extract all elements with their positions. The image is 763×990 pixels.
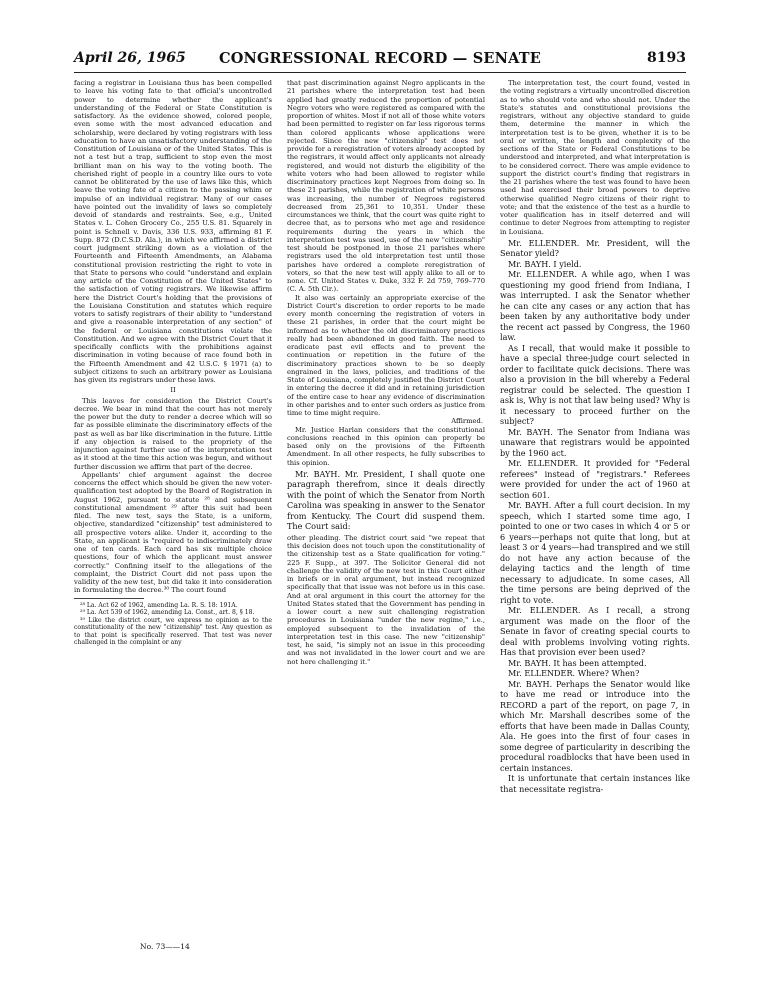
speech-paragraph: As I recall, that would make it possible to have a special three-judge court selected in order to facilitate quick decisions. There was also a provision in the bill whereby a Federal registrar could be selected. The question I ask is, Why is not that law being used? Why is it necessary to proceed further on the subject?: [500, 342, 690, 427]
court-opinion-paragraph: This leaves for consideration the District Court's decree. We bear in mind that the court has not merely the power but the duty to render a decree which will so far as possible eliminate the discriminatory effects of the past as well as bar like discrimination in the future. Little if any objection is raised to the propriety of the injunction against further use of the interpretation test as it stood at the time this action was begun, and without further discussion we affirm that part of the decree.: [74, 396, 272, 471]
speech-paragraph: Mr. BAYH. The Senator from Indiana was unaware that registrars would be appointed by the 1960 act.: [500, 426, 690, 458]
speech-paragraph: Mr. BAYH. After a full court decision. In my speech, which I started some time ago, I pointed to one or two cases in which 4 or 5 or 6 years—perhaps not quite that long, but at least 3 or 4 years—had transpired and we still do not have any action because of the delaying tactics and the length of time necessary to adjudicate. In some cases, All the time persons are being deprived of the right to vote.: [500, 500, 690, 605]
page-header: [74, 50, 686, 72]
footnote: ²⁸ La. Act 62 of 1962, amending La. R. S. 18: 191A.: [80, 601, 238, 609]
header-title: CONGRESSIONAL RECORD — SENATE: [218, 50, 542, 67]
footnote: ²⁹ La. Act 539 of 1962, amending La. Const., art. 8, § 18.: [80, 609, 255, 617]
court-opinion-paragraph: The interpretation test, the court found, vested in the voting registrars a virtually uncontrolled discretion as to who should vote and who should not. Under the State's statutes and constitutional provisions the registrars, without any objective standard to guide them, determine the manner in which the interpretation test is to be given, whether it is to be oral or written, the length and complexity of the sections of the State or Federal Constitutions to be understood and interpreted, and what interpretation is to be considered correct. There was ample evidence to support the district court's finding that registrars in the 21 parishes where the test was found to have been used had exercised their broad powers to deprive otherwise qualified Negro citizens of their right to vote; and that the existence of the test as a hurdle to voter qualification has in itself deterred and will continue to deter Negroes from attempting to register in Louisiana.: [500, 79, 690, 236]
section-heading: II: [170, 386, 176, 395]
header-date: April 26, 1965: [74, 50, 186, 66]
court-opinion-paragraph: Appellants' chief argument against the decree concerns the effect which should be given the new voter-qualification test adopted by the Board of Registration in August 1962, pursuant to statute ²⁸ and subsequent constitutional amendment ²⁹ after this suit had been filed. The new test, says the State, is a uniform, objective, standardized "citizenship" test administered to all prospective voters alike. Under it, according to the State, an applicant is "required to indiscriminately draw one of ten cards. Each card has six multiple choice questions, four of which the applicant must answer correctly." Confining itself to the allegations of the complaint, the District Court did not pass upon the validity of the new test, but did take it into consideration in formulating the decree.³⁰ The court found: [74, 470, 272, 595]
court-opinion-paragraph: facing a registrar in Louisiana thus has been compelled to leave his voting fate to that official's uncontrolled power to determine whether the applicant's understanding of the Federal or State Constitution is satisfactory. As the evidence showed, colored people, even some with the most advanced education and scholarship, were declared by voting registrars with less education to have an unsatisfactory understanding of the Constitution of Louisiana or of the United States. This is not a test but a trap, sufficient to stop even the most brilliant man on his way to the voting booth. The cherished right of people in a country like ours to vote cannot be obliterated by the use of laws like this, which leave the voting fate of a citizen to the passing whim or impulse of an individual registrar. Many of our cases have pointed out the invalidity of laws so completely devoid of standards and restraints. See, e.g., United States v. L. Cohen Grocery Co., 255 U.S. 81. Squarely in point is Schnell v. Davis, 336 U.S. 933, affirming 81 F. Supp. 872 (D.C.S.D. Ala.), in which we affirmed a district court judgment striking down as a violation of the Fourteenth and Fifteenth Amendments, an Alabama constitutional provision restricting the right to vote in that State to persons who could "understand and explain any article of the Constitution of the United States" to the satisfaction of voting registrars. We likewise affirm here the District Court's holding that the provisions of the Louisiana Constitution and statutes which require voters to satisfy registrars of their ability to "understand and give a reasonable interpretation of any section" of the federal or Louisiana constitutions violate the Constitution. And we agree with the District Court that it specifically conflicts with the prohibitions against discrimination in voting because of race found both in the Fifteenth Amendment and 42 U.S.C. § 1971 (a) to subject citizens to such an arbitrary power as Louisiana has given its registrars under these laws.: [74, 79, 272, 384]
column-1: [74, 79, 272, 647]
court-opinion-paragraph: Mr. Justice Harlan considers that the constitutional conclusions reached in this opinion can properly be based only on the provisions of the Fifteenth Amendment. In all other respects, he fully subscribes to this opinion.: [287, 425, 485, 467]
court-opinion-paragraph: It also was certainly an appropriate exercise of the District Court's discretion to order reports to be made every month concerning the registration of voters in these 21 parishes, in order that the court might be informed as to whether the old discriminatory practices really had been abandoned in good faith. The need to eradicate past evil effects and to prevent the continuation or repetition in the future of the discriminatory practices shown to be so deeply engrained in the laws, policies, and traditions of the State of Louisiana, completely justified the District Court in entering the decree it did and in retaining jurisdiction of the entire case to hear any evidence of discrimination in other parishes and to enter such orders as justice from time to time might require.: [287, 293, 485, 417]
affirmed-label: Affirmed.: [451, 417, 483, 426]
column-3: [500, 79, 690, 794]
footnote-rule: [74, 598, 144, 599]
header-rule: [74, 72, 686, 73]
header-page-number: 8193: [647, 50, 686, 66]
speech-paragraph: Mr. BAYH. Mr. President, I shall quote one paragraph therefrom, since it deals directly with the point of which the Senator from North Carolina was speaking in answer to the Senator from Kentucky. The Court did suspend them. The Court said:: [287, 468, 485, 532]
speech-paragraph: Mr. ELLENDER. Where? When?: [508, 668, 640, 679]
speech-paragraph: Mr. ELLENDER. As I recall, a strong argument was made on the floor of the Senate in favor of creating special courts to deal with problems involving voting rights. Has that provision ever been used?: [500, 605, 690, 658]
footnote: ³⁰ Like the district court, we express no opinion as to the constitutionality of the new "citizenship" test. Any question as to that point is specifically reserved. That test was never challenged in the complaint or any: [74, 616, 272, 647]
speech-paragraph: Mr. BAYH. It has been attempted.: [508, 657, 647, 668]
speech-paragraph: Mr. ELLENDER. It provided for "Federal referees" instead of "registrars." Referees were provided for under the act of 1960 at section 601.: [500, 458, 690, 500]
speech-paragraph: It is unfortunate that certain instances like that necessitate registra-: [500, 773, 690, 794]
speech-paragraph: Mr. BAYH. Perhaps the Senator would like to have me read or introduce into the RECORD a part of the report, on page 7, in which Mr. Marshall describes some of the efforts that have been made in Dallas County, Ala. He goes into the first of four cases in some degree of particularity in describing the procedural roadblocks that have been used in certain instances.: [500, 678, 690, 773]
speech-paragraph: Mr. BAYH. I yield.: [508, 258, 582, 269]
speech-paragraph: Mr. ELLENDER. A while ago, when I was questioning my good friend from Indiana, I was interrupted. I ask the Senator whether he can cite any cases or any action that has been taken by any authoritative body under the recent act passed by Congress, the 1960 law.: [500, 269, 690, 343]
job-number: No. 73——14: [140, 942, 190, 951]
column-2: [287, 79, 485, 666]
speech-paragraph: Mr. ELLENDER. Mr. President, will the Senator yield?: [500, 237, 690, 259]
court-opinion-paragraph: that past discrimination against Negro applicants in the 21 parishes where the interpretation test had been applied had greatly reduced the proportion of potential Negro voters who were registered as compared with the proportion of whites. Most if not all of those white voters had been permitted to register on far less rigorous terms than colored applicants whose applications were rejected. Since the new "citizenship" test does not provide for a reregistration of voters already accepted by the registrars, it would affect only applicants not already registered, and would not disturb the eligibility of the white voters who had been allowed to register while discriminatory practices kept Negroes from doing so. In these 21 parishes, while the registration of white persons was increasing, the number of Negroes registered decreased from 25,361 to 10,351. Under these circumstances we think, that the court was quite right to decree that, as to persons who met age and residence requirements during the years in which the interpretation test was used, use of the new "citizenship" test should be postponed in those 21 parishes where registrars used the old interpretation test until those parishes have ordered a complete reregistration of voters, so that the new test will apply alike to all or to none. Cf. United States v. Duke, 332 F. 2d 759, 769–770 (C. A. 5th Cir.).: [287, 79, 485, 294]
quoted-footnote-paragraph: other pleading. The district court said "we repeat that this decision does not touch upon the constitutionality of the citizenship test as a State qualification for voting." 225 F. Supp., at 397. The Solicitor General did not challenge the validity of the new test in this Court either in briefs or in oral argument, but instead recognized specifically that that issue was not before us in this case. And at oral argument in this court the attorney for the United States stated that the Government has pending in a lower court a new suit challenging registration procedures in Louisiana "under the new regime," i.e., employed subsequent to the invalidation of the interpretation test in this case. The new "citizenship" test, he said, "is simply not an issue in this proceeding and was not invalidated in the lower court and we are not here challenging it.": [287, 533, 485, 666]
